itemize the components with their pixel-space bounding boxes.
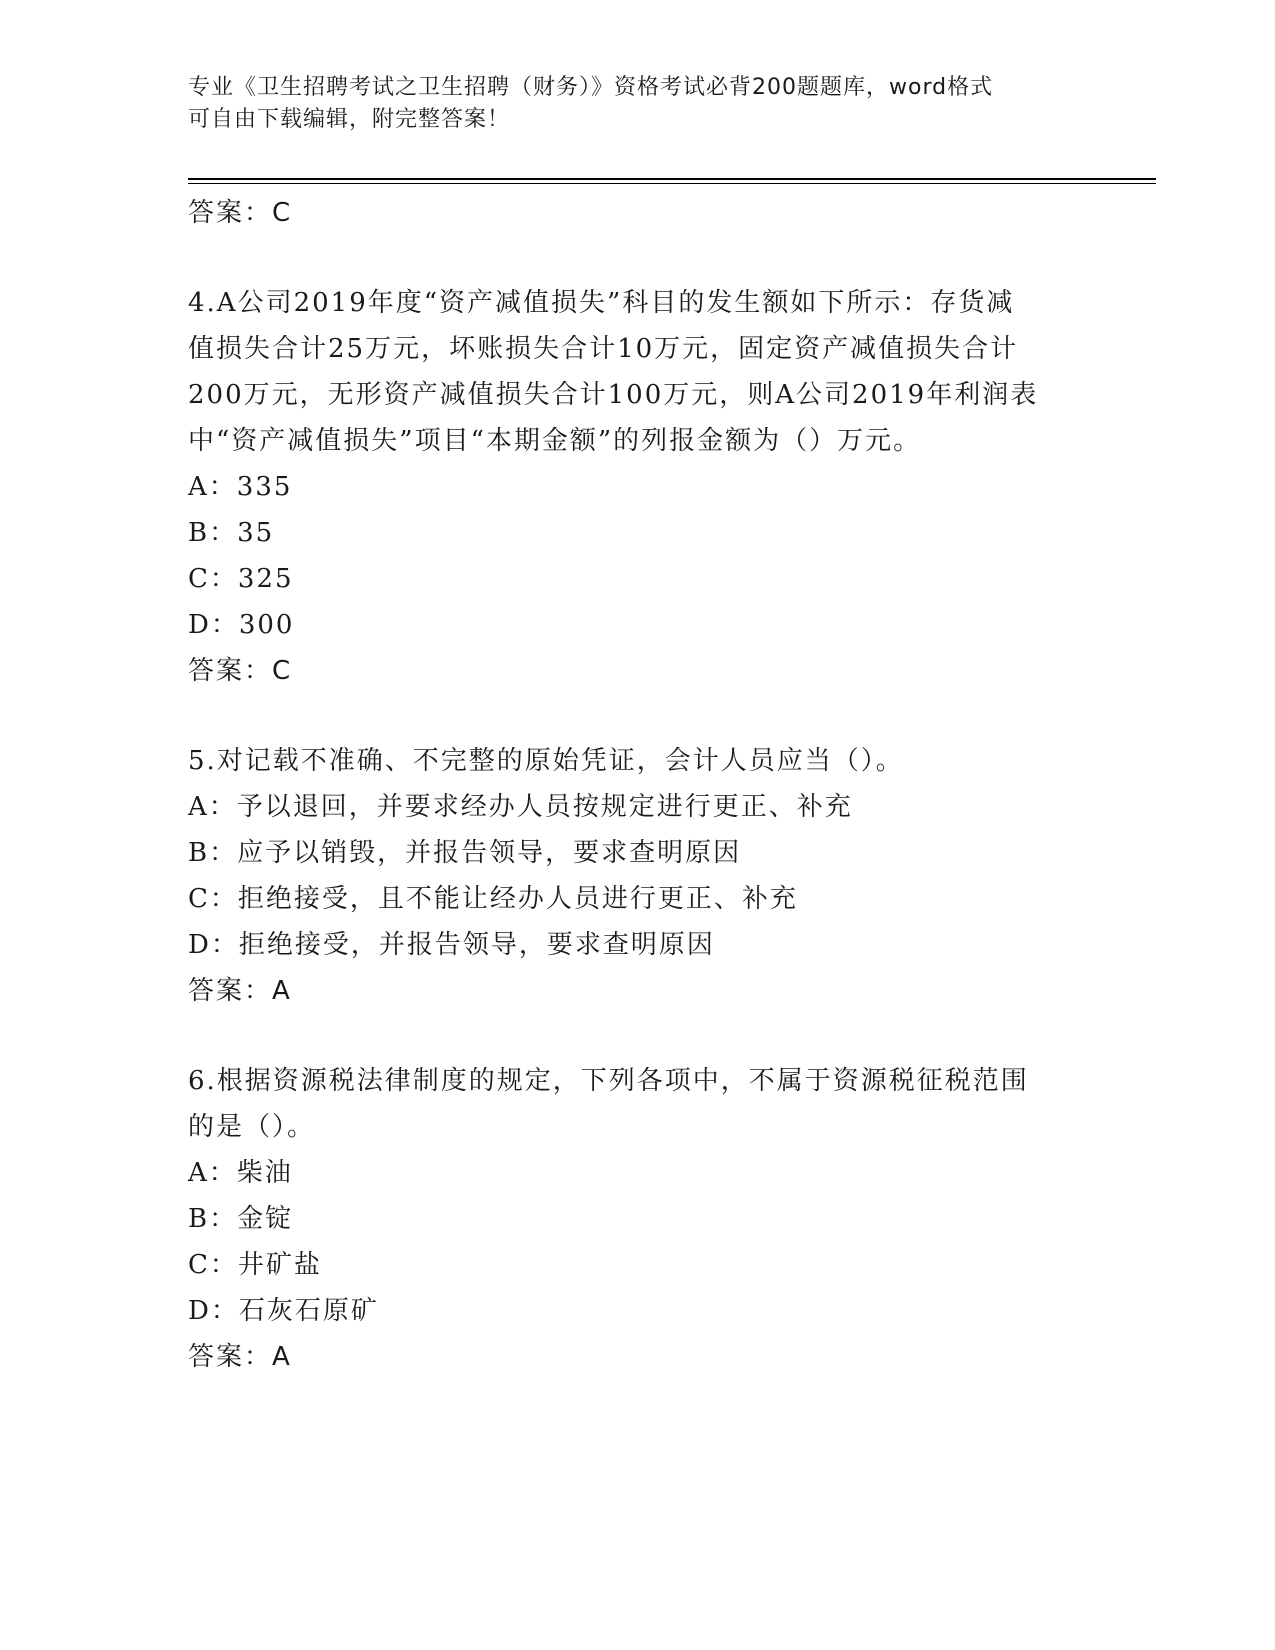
question-text-line: 6.根据资源税法律制度的规定，下列各项中，不属于资源税征税范围 [188, 1066, 1029, 1096]
spacer [188, 1014, 1088, 1058]
header-divider-thick [188, 178, 1156, 180]
option-b: B：35 [188, 518, 275, 548]
option-c: C：325 [188, 564, 294, 594]
option-c: C：拒绝接受，且不能让经办人员进行更正、补充 [188, 884, 798, 914]
option-b: B：应予以销毁，并报告领导，要求查明原因 [188, 838, 742, 868]
question-5 [188, 738, 1088, 1014]
option-b: B：金锭 [188, 1204, 294, 1234]
question-text-line: 值损失合计25万元，坏账损失合计10万元，固定资产减值损失合计 [188, 334, 1019, 364]
question-text [188, 738, 1088, 784]
answer-line: 答案：A [188, 1342, 292, 1372]
question-text-line: 的是（）。 [188, 1112, 316, 1142]
header-line-1: 专业《卫生招聘考试之卫生招聘（财务）》资格考试必背200题题库，word格式 [188, 75, 994, 100]
spacer [188, 694, 1088, 738]
spacer [188, 236, 1088, 280]
option-c: C：井矿盐 [188, 1250, 322, 1280]
document-header [188, 72, 1068, 136]
option-d: D：石灰石原矿 [188, 1296, 379, 1326]
question-text-line: 4.A公司2019年度“资产减值损失”科目的发生额如下所示：存货减 [188, 288, 1015, 318]
previous-question-answer: 答案：C [188, 198, 293, 228]
option-a: A：335 [188, 472, 293, 502]
question-text-line: 200万元，无形资产减值损失合计100万元，则A公司2019年利润表 [188, 380, 1039, 410]
option-d: D：拒绝接受，并报告领导，要求查明原因 [188, 930, 715, 960]
answer-line: 答案：C [188, 656, 293, 686]
header-line-2: 可自由下载编辑，附完整答案！ [188, 107, 511, 132]
answer-line: 答案：A [188, 976, 292, 1006]
question-text-line: 5.对记载不准确、不完整的原始凭证，会计人员应当（）。 [188, 746, 904, 776]
question-text [188, 1058, 1088, 1150]
option-d: D：300 [188, 610, 295, 640]
question-text-line: 中“资产减值损失”项目“本期金额”的列报金额为（）万元。 [188, 426, 922, 456]
option-a: A：柴油 [188, 1158, 293, 1188]
option-a: A：予以退回，并要求经办人员按规定进行更正、补充 [188, 792, 853, 822]
header-divider-thin [188, 183, 1156, 184]
question-text [188, 280, 1088, 464]
question-4 [188, 280, 1088, 694]
question-list [188, 190, 1088, 1380]
question-6 [188, 1058, 1088, 1380]
